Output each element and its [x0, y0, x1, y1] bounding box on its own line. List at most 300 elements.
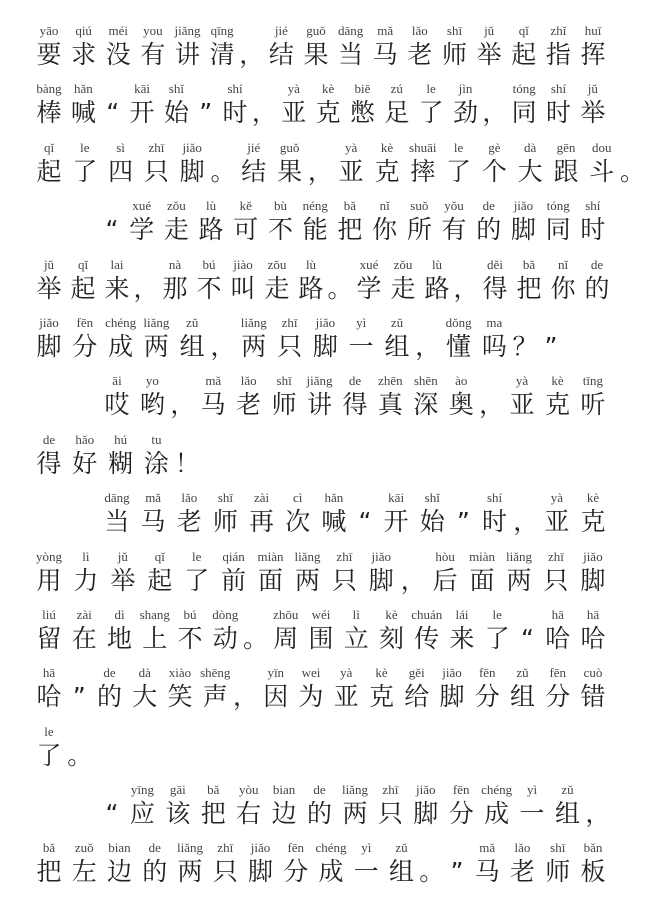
- hanzi: 得: [342, 390, 368, 420]
- hanzi: 讲: [307, 390, 333, 420]
- ruby-character: [244, 839, 278, 887]
- ruby-character: [198, 664, 232, 712]
- hanzi: 老: [407, 40, 433, 69]
- pinyin: lù: [305, 256, 317, 272]
- hanzi: 起: [511, 40, 537, 69]
- pinyin: qīng: [210, 23, 234, 38]
- ruby-character: [208, 606, 242, 654]
- ruby-character: [327, 548, 361, 596]
- ruby-character: [135, 372, 169, 420]
- ruby-character: [163, 664, 197, 712]
- pinyin: zǒu: [267, 256, 287, 272]
- hanzi: ”: [72, 682, 86, 712]
- pinyin: lì: [82, 548, 90, 564]
- hanzi: 把: [516, 273, 542, 303]
- pinyin: zhī: [281, 314, 298, 330]
- pinyin: zài: [76, 606, 92, 622]
- ruby-character: [304, 606, 338, 654]
- hanzi: 周: [273, 623, 299, 653]
- hanzi: 喊: [70, 98, 96, 128]
- ruby-character: [576, 839, 610, 887]
- pinyin: ma: [486, 314, 503, 330]
- ruby-character: [540, 372, 574, 420]
- hanzi: 脚: [312, 331, 338, 361]
- pinyin: néng: [302, 198, 328, 214]
- pinyin: zǔ: [516, 665, 529, 681]
- hanzi: 劲: [452, 98, 478, 128]
- ruby-character: [317, 489, 351, 537]
- ruby-character: [254, 548, 288, 596]
- ruby-character: [576, 664, 610, 712]
- pinyin: jiǎo: [39, 314, 59, 330]
- ruby-character: [576, 372, 610, 420]
- ruby-character: [448, 80, 482, 128]
- pinyin: mǎ: [479, 840, 496, 856]
- hanzi: 面: [469, 565, 495, 595]
- hanzi: 克: [580, 507, 606, 537]
- pinyin: lǎo: [181, 490, 198, 506]
- ruby-character: [32, 431, 66, 479]
- pinyin: le: [44, 723, 54, 739]
- ruby-character: [67, 606, 101, 654]
- hanzi: 果: [303, 40, 329, 69]
- ruby-character: [32, 256, 66, 304]
- ruby-character: [406, 139, 440, 187]
- hanzi: 举: [476, 40, 502, 69]
- ruby-character: [333, 197, 367, 245]
- hanzi: 开: [383, 507, 409, 537]
- pinyin: méi: [108, 23, 128, 38]
- pinyin: āi: [112, 373, 122, 389]
- hanzi: 分: [448, 799, 474, 829]
- hanzi: 斗: [589, 156, 615, 186]
- hanzi: ”: [456, 507, 470, 537]
- text-line: [32, 664, 610, 722]
- hanzi: 马: [140, 507, 166, 537]
- hanzi: 摔: [410, 156, 436, 186]
- hanzi: 左: [71, 857, 97, 887]
- hanzi: 挥: [580, 40, 606, 69]
- pinyin: miàn: [469, 548, 496, 564]
- pinyin: nǐ: [557, 256, 569, 272]
- hanzi: 马: [200, 390, 226, 420]
- ruby-character: [136, 22, 170, 70]
- pinyin: yà: [340, 665, 353, 681]
- ruby-character: [32, 548, 66, 596]
- hanzi: 来: [104, 273, 130, 303]
- hanzi: 得: [36, 448, 62, 478]
- hanzi: 了: [184, 565, 210, 595]
- ruby-character: [409, 781, 443, 829]
- ruby-character: [303, 372, 337, 420]
- ruby-character: [139, 139, 173, 187]
- pinyin: liǎng: [240, 314, 267, 330]
- punctuation: [621, 139, 645, 187]
- ruby-character: [445, 606, 479, 654]
- ruby-character: [414, 80, 448, 128]
- pinyin: yà: [287, 81, 300, 97]
- ruby-character: [32, 839, 66, 887]
- ruby-character: [505, 372, 539, 420]
- hanzi: “: [105, 799, 119, 829]
- hanzi: 成: [108, 331, 134, 361]
- hanzi: 亚: [544, 507, 570, 537]
- pinyin: shī: [446, 23, 463, 38]
- punctuation: [194, 80, 218, 128]
- ruby-character: [339, 606, 373, 654]
- hanzi: ，: [307, 156, 333, 186]
- pinyin: chuán: [411, 606, 443, 622]
- hanzi: 开: [129, 98, 155, 128]
- hanzi: 那: [162, 273, 188, 303]
- hanzi: 在: [71, 623, 97, 653]
- pinyin: jǔ: [587, 81, 598, 97]
- pinyin: jiǎo: [315, 314, 336, 330]
- ruby-character: [364, 548, 398, 596]
- punctuation: [234, 664, 258, 712]
- pinyin: kāi: [388, 490, 405, 506]
- pinyin: jiǎng: [174, 23, 201, 38]
- ruby-character: [277, 80, 311, 128]
- ruby-character: [480, 606, 514, 654]
- ruby-character: [345, 80, 379, 128]
- hanzi: 了: [446, 156, 472, 186]
- ruby-character: [172, 489, 206, 537]
- pinyin: jìn: [458, 81, 473, 97]
- punctuation: [67, 664, 91, 712]
- pinyin: ào: [455, 373, 468, 389]
- hanzi: 克: [368, 682, 394, 712]
- hanzi: ”: [450, 857, 464, 887]
- punctuation: [134, 256, 158, 304]
- ruby-character: [576, 80, 610, 128]
- ruby-character: [576, 197, 610, 245]
- ruby-character: [402, 197, 436, 245]
- hanzi: 吗: [481, 331, 507, 361]
- pinyin: zǔ: [390, 314, 404, 330]
- ruby-character: [470, 664, 504, 712]
- pinyin: guǒ: [279, 139, 300, 155]
- pinyin: zhēn: [378, 373, 403, 389]
- ruby-character: [139, 431, 173, 479]
- ruby-character: [32, 22, 66, 70]
- pinyin: bú: [202, 256, 216, 272]
- hanzi: 路: [198, 215, 224, 245]
- hanzi: 哈: [36, 682, 62, 712]
- pinyin: qǐ: [154, 548, 165, 564]
- hanzi: 组: [554, 799, 580, 829]
- ruby-character: [442, 139, 476, 187]
- ruby-character: [400, 664, 434, 712]
- hanzi: 的: [307, 799, 333, 829]
- hanzi: 的: [476, 215, 502, 245]
- pinyin: kè: [385, 606, 398, 622]
- hanzi: 了: [36, 740, 62, 770]
- pinyin: de: [103, 665, 116, 681]
- ruby-character: [229, 197, 263, 245]
- hanzi: 笑: [167, 682, 193, 712]
- ruby-character: [161, 781, 195, 829]
- ruby-character: [32, 664, 66, 712]
- hanzi: ，: [479, 390, 505, 420]
- ruby-character: [100, 489, 134, 537]
- ruby-character: [298, 197, 332, 245]
- ruby-character: [143, 548, 177, 596]
- hanzi: 右: [236, 799, 262, 829]
- hanzi: 始: [163, 98, 189, 128]
- hanzi: 上: [142, 623, 168, 653]
- pinyin: kè: [380, 139, 394, 155]
- pinyin: shǐ: [168, 81, 184, 97]
- hanzi: 了: [418, 98, 444, 128]
- pinyin: shī: [276, 373, 292, 389]
- hanzi: 要: [36, 40, 62, 69]
- punctuation: [416, 314, 440, 362]
- hanzi: 有: [140, 40, 166, 69]
- hanzi: ？: [512, 331, 538, 361]
- pinyin: jiǎo: [513, 198, 534, 214]
- ruby-character: [370, 139, 404, 187]
- pinyin: gāi: [169, 782, 186, 798]
- hanzi: 不: [268, 215, 294, 245]
- hanzi: 得: [482, 273, 508, 303]
- hanzi: “: [105, 215, 119, 245]
- ruby-character: [32, 314, 66, 362]
- ruby-character: [409, 372, 443, 420]
- ruby-character: [66, 80, 100, 128]
- hanzi: 再: [249, 507, 275, 537]
- hanzi: 给: [404, 682, 430, 712]
- hanzi: 你: [550, 273, 576, 303]
- ruby-character: [267, 372, 301, 420]
- ruby-character: [290, 548, 324, 596]
- hanzi: 了: [72, 156, 98, 186]
- pinyin: jiào: [233, 256, 253, 272]
- hanzi: 果: [277, 156, 303, 186]
- hanzi: 一: [519, 799, 545, 829]
- hanzi: 两: [294, 565, 320, 595]
- ruby-character: [232, 781, 266, 829]
- punctuation: [420, 839, 444, 887]
- hanzi: 两: [342, 799, 368, 829]
- ruby-character: [506, 197, 540, 245]
- hanzi: 走: [390, 273, 416, 303]
- pinyin: miàn: [257, 548, 284, 564]
- pinyin: yì: [356, 314, 367, 330]
- hanzi: 亚: [338, 156, 364, 186]
- pinyin: dǒng: [445, 314, 472, 330]
- ruby-character: [542, 80, 576, 128]
- hanzi: 地: [106, 623, 132, 653]
- pinyin: shí: [585, 198, 601, 214]
- pinyin: zhī: [336, 548, 353, 564]
- pinyin: yà: [515, 373, 529, 389]
- pinyin: bú: [183, 606, 197, 622]
- pinyin: kè: [551, 373, 564, 389]
- ruby-character: [576, 22, 610, 70]
- pinyin: le: [492, 606, 502, 622]
- pinyin: shēng: [200, 665, 231, 681]
- ruby-character: [375, 606, 409, 654]
- hanzi: 学: [356, 273, 382, 303]
- ruby-character: [420, 256, 454, 304]
- hanzi: 两: [177, 857, 203, 887]
- ruby-character: [580, 256, 614, 304]
- ruby-character: [541, 839, 575, 887]
- ruby-character: [69, 548, 103, 596]
- pinyin: zhī: [148, 139, 165, 155]
- ruby-character: [386, 256, 420, 304]
- ruby-character: [196, 781, 230, 829]
- pinyin: jié: [247, 139, 261, 155]
- ruby-character: [264, 22, 298, 70]
- ruby-character: [585, 139, 619, 187]
- ruby-character: [373, 781, 407, 829]
- ruby-character: [294, 664, 328, 712]
- hanzi: 应: [129, 799, 155, 829]
- ruby-character: [576, 606, 610, 654]
- hanzi: 糊: [108, 448, 134, 478]
- ruby-character: [104, 139, 138, 187]
- ruby-character: [66, 256, 100, 304]
- pinyin: de: [348, 373, 362, 389]
- ruby-character: [273, 314, 307, 362]
- pinyin: wei: [301, 665, 321, 681]
- hanzi: 分: [545, 682, 571, 712]
- punctuation: [244, 606, 268, 654]
- pinyin: hā: [586, 606, 600, 622]
- hanzi: 两: [241, 331, 267, 361]
- punctuation: [454, 256, 478, 304]
- hanzi: 马: [372, 40, 398, 69]
- pinyin: zǔ: [561, 782, 574, 798]
- hanzi: 分: [72, 331, 98, 361]
- ruby-character: [368, 197, 402, 245]
- punctuation: [240, 22, 264, 70]
- hanzi: 。: [243, 623, 269, 653]
- hanzi: 该: [165, 799, 191, 829]
- ruby-character: [93, 664, 127, 712]
- punctuation: [516, 606, 540, 654]
- ruby-character: [368, 22, 402, 70]
- punctuation: [401, 548, 425, 596]
- pinyin: jiǎo: [250, 840, 271, 856]
- pinyin: yo: [145, 373, 159, 389]
- hanzi: 脚: [36, 331, 62, 361]
- pinyin: shí: [486, 490, 503, 506]
- pinyin: lù: [431, 256, 443, 272]
- text-line: [32, 606, 610, 664]
- pinyin: yǒu: [444, 198, 464, 214]
- ruby-character: [379, 489, 413, 537]
- text-line: [32, 548, 610, 606]
- ruby-character: [32, 139, 66, 187]
- punctuation: [175, 431, 199, 479]
- hanzi: 奥: [448, 390, 474, 420]
- pinyin: lái: [455, 606, 469, 622]
- ruby-character: [349, 839, 383, 887]
- hanzi: 来: [449, 623, 475, 653]
- hanzi: 脚: [510, 215, 536, 245]
- hanzi: 大: [132, 682, 158, 712]
- pinyin: bǎ: [522, 256, 536, 272]
- hanzi: 憋: [349, 98, 375, 128]
- ruby-character: [380, 80, 414, 128]
- hanzi: 哈: [545, 623, 571, 653]
- hanzi: 哎: [104, 390, 130, 420]
- pinyin: liǎng: [341, 782, 368, 798]
- hanzi: 时: [545, 98, 571, 128]
- pinyin: kè: [375, 665, 388, 681]
- pinyin: zuǒ: [74, 840, 94, 856]
- ruby-character: [173, 606, 207, 654]
- hanzi: 个: [481, 156, 507, 186]
- hanzi: 脚: [439, 682, 465, 712]
- ruby-character: [175, 139, 209, 187]
- hanzi: 走: [264, 273, 290, 303]
- ruby-character: [415, 489, 449, 537]
- hanzi: 分: [474, 682, 500, 712]
- ruby-character: [232, 372, 266, 420]
- hanzi: 同: [545, 215, 571, 245]
- ruby-character: [218, 80, 252, 128]
- hanzi: 你: [372, 215, 398, 245]
- hanzi: 哈: [580, 623, 606, 653]
- ruby-character: [208, 489, 242, 537]
- ruby-character: [180, 548, 214, 596]
- text-line: [32, 139, 646, 197]
- hanzi: 把: [36, 857, 62, 887]
- ruby-character: [546, 256, 580, 304]
- ruby-character: [106, 548, 140, 596]
- ruby-character: [67, 839, 101, 887]
- ruby-character: [205, 22, 239, 70]
- punctuation: [100, 781, 124, 829]
- ruby-character: [329, 664, 363, 712]
- ruby-character: [480, 781, 514, 829]
- pinyin: de: [42, 431, 56, 447]
- pinyin: shí: [550, 81, 567, 97]
- text-line: [32, 723, 610, 781]
- ruby-character: [299, 22, 333, 70]
- hanzi: 路: [298, 273, 324, 303]
- pinyin: lù: [206, 198, 217, 214]
- pinyin: shǐ: [424, 490, 440, 506]
- hanzi: 一: [353, 857, 379, 887]
- hanzi: 组: [384, 331, 410, 361]
- ruby-character: [279, 839, 313, 887]
- ruby-character: [104, 314, 138, 362]
- ruby-character: [269, 606, 303, 654]
- pinyin: kè: [586, 490, 600, 506]
- ruby-character: [334, 139, 368, 187]
- hanzi: 不: [177, 623, 203, 653]
- ruby-character: [173, 839, 207, 887]
- hanzi: 脚: [580, 565, 606, 595]
- ruby-character: [478, 256, 512, 304]
- pinyin: dà: [138, 665, 151, 681]
- punctuation: [586, 781, 610, 829]
- pinyin: gěi: [408, 665, 425, 681]
- ruby-character: [267, 781, 301, 829]
- hanzi: 。: [620, 156, 646, 186]
- hanzi: 只: [212, 857, 238, 887]
- ruby-character: [506, 839, 540, 887]
- pinyin: qǐ: [43, 139, 55, 155]
- hanzi: 马: [474, 857, 500, 887]
- pinyin: xiào: [168, 665, 192, 681]
- pinyin: fēn: [478, 665, 496, 681]
